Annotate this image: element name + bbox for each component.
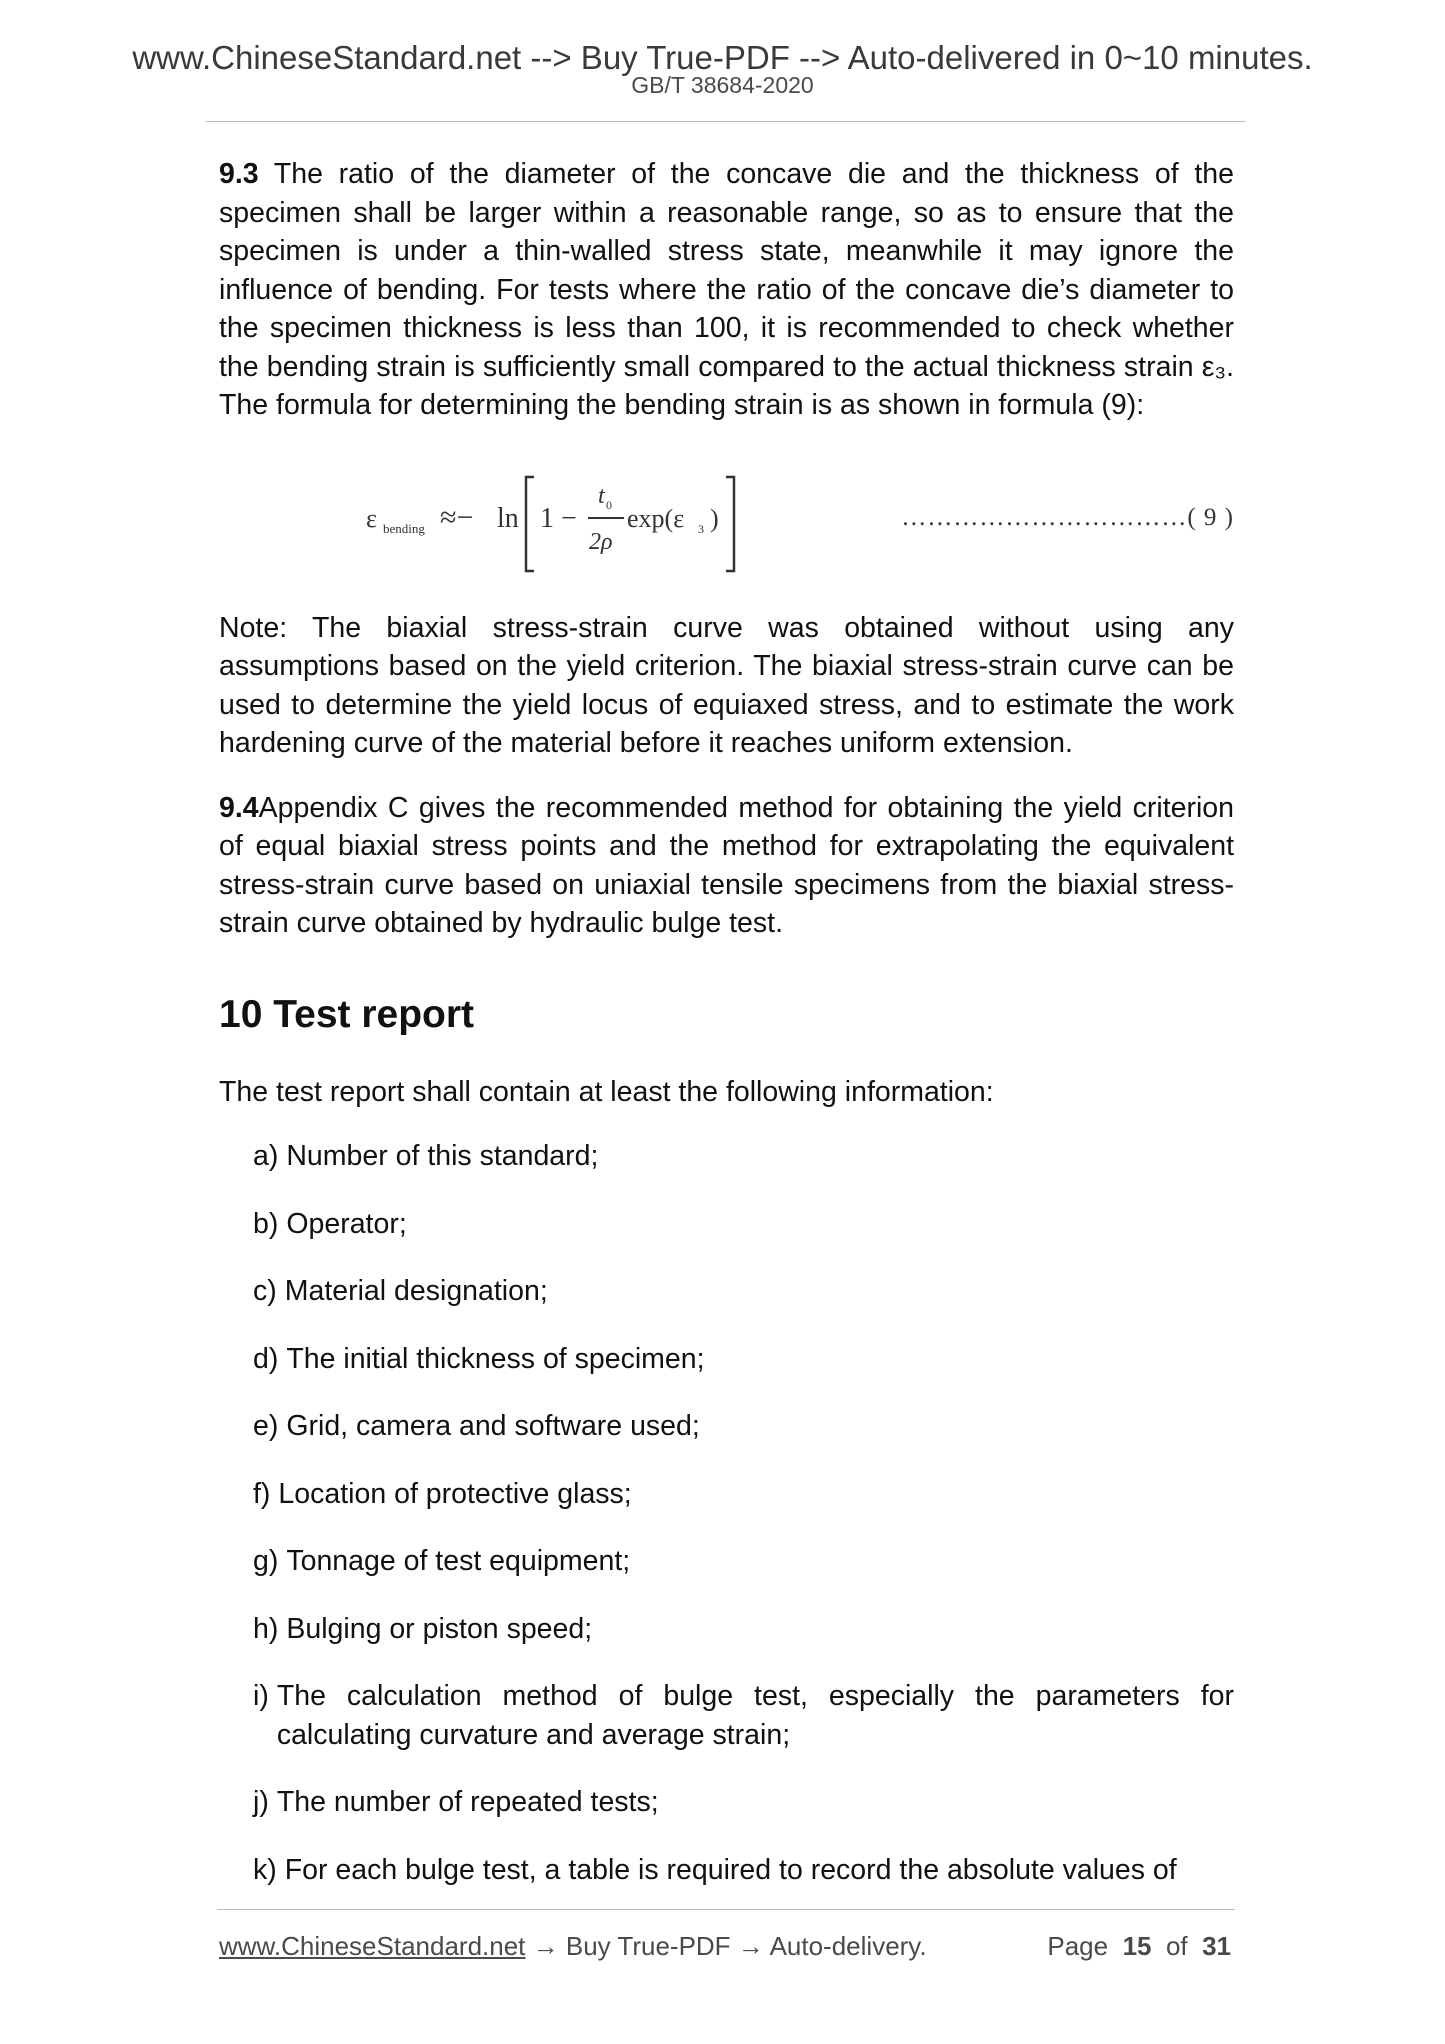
formula-right-bracket bbox=[726, 477, 734, 571]
formula-epsilon: ε bbox=[366, 503, 377, 533]
list-marker: e) bbox=[253, 1410, 279, 1442]
bending-strain-formula bbox=[364, 463, 844, 583]
list-marker: k) bbox=[253, 1853, 277, 1886]
clause-9-3 bbox=[219, 155, 1234, 425]
page-number: 15 bbox=[1122, 1931, 1152, 1961]
list-marker: b) bbox=[253, 1207, 279, 1240]
list-item bbox=[253, 1475, 1234, 1514]
total-pages: 31 bbox=[1202, 1931, 1231, 1961]
list-item-text: Grid, camera and software used; bbox=[286, 1410, 700, 1442]
report-items-list bbox=[219, 1137, 1234, 1889]
list-item-text: The initial thickness of specimen; bbox=[286, 1342, 705, 1375]
clause-number: 9.4 bbox=[219, 791, 259, 824]
list-marker: i) bbox=[253, 1680, 269, 1712]
list-item bbox=[253, 1407, 1234, 1446]
clause-text: The ratio of the diameter of the concave die and the thickness of the specimen shall be larger within a reasonable range, so as to ensure that the specimen is under a thin-walled stress state, meanwhile it may ignore the influence of bending. For tests where the ratio of the concave die’s diameter to the specimen thickness is less than 100, it is recommended to check whether the bending strain is sufficiently small compared to the actual thickness strain ε₃. The formula for determining the bending strain is as shown in formula (9): bbox=[219, 158, 1234, 421]
formula-reference: ……………………………( 9 ) bbox=[901, 503, 1234, 531]
list-item-text: The number of repeated tests; bbox=[276, 1786, 659, 1818]
footer-left bbox=[219, 1930, 927, 1962]
of-label: of bbox=[1165, 1931, 1188, 1961]
formula-approx-minus: ≈− bbox=[440, 500, 474, 534]
formula-left-bracket bbox=[526, 477, 534, 571]
list-item-text: For each bulge test, a table is required to record the absolute values of bbox=[284, 1853, 1177, 1886]
formula-9 bbox=[219, 463, 1234, 583]
list-item-text: Location of protective glass; bbox=[278, 1477, 632, 1510]
footer-tagline: → Buy True-PDF → Auto-delivery. bbox=[525, 1931, 927, 1961]
formula-numerator-sub: 0 bbox=[606, 497, 612, 512]
note-paragraph: Note: The biaxial stress-strain curve was obtained without using any assumptions based on the yield criterion. The biaxial stress-strain curve can be used to determine the yield locus of equiaxed stress, and to estimate the work hardening curve of the material before it reaches uniform extension. bbox=[219, 611, 1234, 759]
list-marker: d) bbox=[253, 1342, 279, 1375]
list-item bbox=[253, 1205, 1234, 1244]
formula-numerator-t: t bbox=[598, 482, 605, 509]
list-item-text: Operator; bbox=[286, 1207, 407, 1240]
list-item-text: Material designation; bbox=[284, 1275, 548, 1307]
list-item-text: The calculation method of bulge test, especially the parameters for calculating curvature and average strain; bbox=[276, 1680, 1234, 1751]
formula-subscript-bending: bending bbox=[383, 520, 425, 536]
list-marker: j) bbox=[253, 1786, 269, 1818]
section-intro: The test report shall contain at least the following information: bbox=[219, 1075, 994, 1108]
page-content bbox=[219, 155, 1234, 1918]
list-marker: a) bbox=[253, 1140, 279, 1172]
site-banner: www.ChineseStandard.net --> Buy True-PDF --> Auto-delivered in 0~10 minutes. bbox=[132, 39, 1313, 76]
list-item bbox=[253, 1677, 1234, 1754]
formula-ln: ln bbox=[497, 502, 519, 534]
clause-9-4 bbox=[219, 789, 1234, 943]
list-item bbox=[253, 1542, 1234, 1581]
list-marker: g) bbox=[253, 1545, 279, 1577]
list-item bbox=[253, 1610, 1234, 1649]
list-item bbox=[253, 1137, 1234, 1176]
list-item-text: Number of this standard; bbox=[286, 1140, 599, 1172]
list-item bbox=[253, 1272, 1234, 1311]
page-label: Page bbox=[1047, 1931, 1109, 1961]
list-marker: c) bbox=[253, 1275, 277, 1307]
footer-divider bbox=[217, 1909, 1235, 1910]
list-item bbox=[253, 1340, 1234, 1379]
formula-one-minus: 1 − bbox=[540, 502, 577, 534]
clause-number: 9.3 bbox=[219, 158, 259, 190]
section-heading: 10 Test report bbox=[219, 992, 475, 1036]
list-item bbox=[253, 1851, 1234, 1890]
list-marker: h) bbox=[253, 1612, 279, 1645]
list-marker: f) bbox=[253, 1477, 271, 1510]
list-item-text: Tonnage of test equipment; bbox=[286, 1545, 631, 1577]
formula-exp-sub: 3 bbox=[698, 521, 704, 536]
formula-denominator: 2ρ bbox=[589, 528, 613, 555]
list-item bbox=[253, 1783, 1234, 1822]
clause-text: Appendix C gives the recommended method for obtaining the yield criterion of equal biaxial stress points and the method for extrapolating the equivalent stress-strain curve based on uniaxial tensile specimens from the biaxial stress-strain curve obtained by hydraulic bulge test. bbox=[219, 791, 1234, 939]
footer-page-indicator bbox=[1047, 1930, 1231, 1962]
formula-exp-close: ) bbox=[710, 503, 719, 533]
formula-exp: exp(ε bbox=[627, 503, 685, 533]
footer-site-link[interactable]: www.ChineseStandard.net bbox=[219, 1931, 526, 1961]
header-divider bbox=[206, 121, 1246, 122]
standard-code: GB/T 38684-2020 bbox=[631, 72, 814, 98]
list-item-text: Bulging or piston speed; bbox=[286, 1612, 593, 1645]
